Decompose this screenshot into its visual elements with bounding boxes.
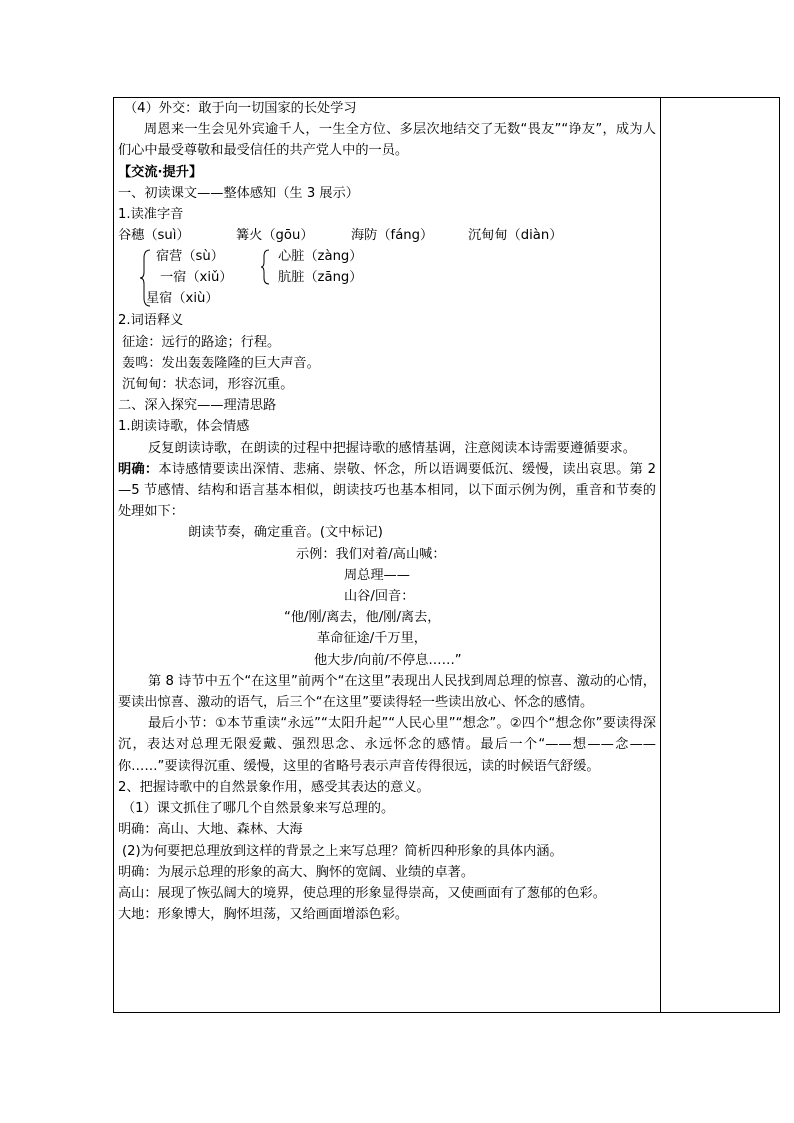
poem-line: 周总理—— (344, 567, 410, 583)
pinyin-item: 沉甸甸（diàn） (468, 228, 563, 244)
subheading: 1.读准字音 (118, 207, 184, 223)
text-line: （4）外交：敢于向一切国家的长处学习 (124, 101, 357, 116)
text-paragraph: 明确：本诗感情要读出深情、悲痛、崇敬、怀念，所以语调要低沉、缓慢，读出哀思。第 2—5 节感情、结构和语言基本相似，朗读技巧也基本相同，以下面示例为例，重音和节奏的处理如下： (118, 461, 656, 520)
definition: 征途：远行的路途；行程。 (122, 334, 281, 350)
polyphone-item: 宿营（sù） (156, 249, 224, 265)
polyphone-item: 星宿（xiù） (146, 291, 219, 307)
pinyin-item: 海防（fáng） (351, 228, 434, 244)
section-heading: 一、初读课文——整体感知（生 3 展示） (118, 185, 359, 201)
polyphone-item: 一宿（xiǔ） (160, 270, 233, 286)
polyphone-group (118, 246, 656, 310)
poem-line: 他大步/向前/不停息……” (314, 652, 462, 668)
text-paragraph: 高山：展现了恢弘阔大的境界，使总理的形象显得崇高，又使画面有了葱郁的色彩。 (118, 885, 606, 901)
pinyin-item: 谷穗（suì） (118, 228, 190, 244)
polyphone-item: 心脏（zàng） (278, 249, 363, 265)
text-paragraph: 反复朗读诗歌，在朗读的过程中把握诗歌的感情基调，注意阅读本诗需要遵循要求。 (148, 440, 636, 456)
polyphone-item: 肮脏（zāng） (278, 270, 363, 286)
brace-icon (259, 248, 271, 286)
poem-line: 革命征途/千万里， (317, 631, 427, 647)
lesson-content (118, 98, 656, 925)
pinyin-row (118, 225, 656, 246)
poem-line: “他/刚/离去，他/刚/离去， (284, 610, 441, 626)
text-paragraph: 周恩来一生会见外宾逾千人，一生全方位、多层次地结交了无数“畏友”“诤友”，成为人们心中最受尊敬和最受信任的共产党人中的一员。 (118, 122, 656, 159)
text-line: 大地：形象博大，胸怀坦荡，又给画面增添色彩。 (118, 907, 409, 923)
text-paragraph: 最后小节：①本节重读“永远”“太阳升起”“人民心里”“想念”。②四个“想念你”要读得深沉，表达对总理无限爱戴、强烈思念、永远怀念的感情。最后一个“——想——念——你……”要读得沉重、缓慢，这里的省略号表示声音传得很远，读的时候语气舒缓。 (118, 716, 656, 774)
answer: 明确：为展示总理的形象的高大、胸怀的宽阔、业绩的卓著。 (118, 864, 475, 880)
poem-line: 山谷/回音： (344, 589, 415, 605)
subheading: 1.朗读诗歌，体会情感 (118, 419, 250, 435)
section-heading: 二、深入探究——理清思路 (118, 398, 277, 414)
subheading: 2.词语释义 (118, 313, 184, 329)
poem-note: 朗读节奏，确定重音。(文中标记) (188, 525, 383, 541)
definition: 轰鸣：发出轰轰隆隆的巨大声音。 (122, 355, 320, 371)
table-column-divider (660, 97, 661, 1013)
definition: 沉甸甸：状态词，形容沉重。 (122, 377, 294, 393)
subheading: 2、把握诗歌中的自然景象作用，感受其表达的意义。 (118, 779, 430, 795)
text-paragraph: 第 8 诗节中五个“在这里”前两个“在这里”表现出人民找到周总理的惊喜、激动的心情，要读出惊喜、激动的语气，后三个“在这里”要读得轻一些读出放心、怀念的感情。 (118, 673, 656, 711)
pinyin-item: 篝火（gōu） (236, 228, 314, 244)
answer: 明确：高山、大地、森林、大海 (118, 822, 303, 838)
question: （1）课文抓住了哪几个自然景象来写总理的。 (122, 801, 395, 817)
section-heading: 【交流·提升】 (118, 164, 203, 180)
poem-line: 示例：我们对着/高山喊： (296, 546, 446, 562)
question: (2)为何要把总理放到这样的背景之上来写总理？简析四种形象的具体内涵。 (122, 843, 563, 859)
